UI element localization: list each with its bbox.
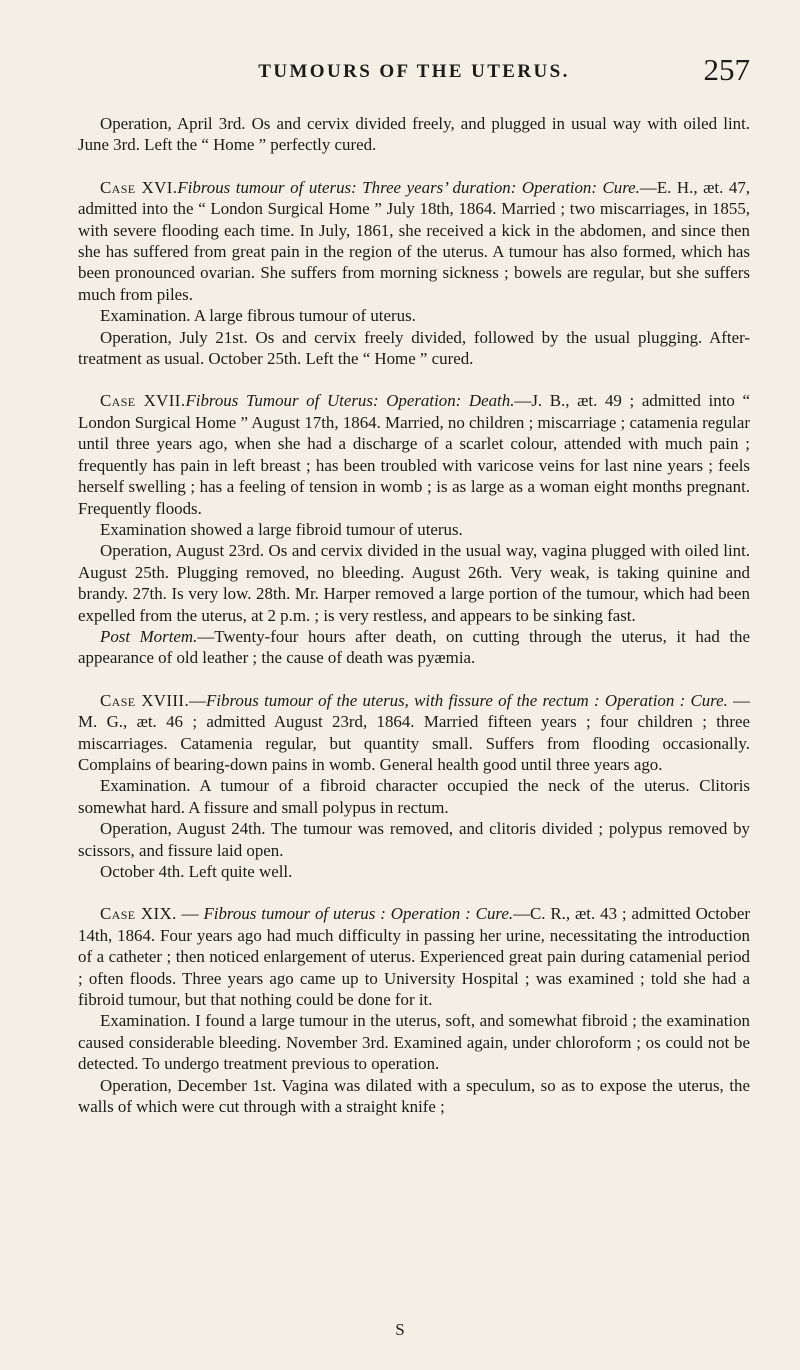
post-mortem-label: Post Mortem. [100,626,198,646]
paragraph-text: Examination. I found a large tumour in the uterus, soft, and somewhat fibroid ; the examination caused considerable bleeding. November 3rd. Examined again, under chloroform ; os could not be detected. To undergo treatment previous to operation. [78,1011,750,1074]
case-label: Case XVIII. [100,690,190,710]
signature-mark: S [395,1320,405,1339]
page-number: 257 [703,52,750,87]
case-title: Fibrous Tumour of Uterus: Operation: Death. [185,391,515,411]
paragraph-text: October 4th. Left quite well. [100,862,293,881]
case-18-operation [78,818,750,861]
running-head [78,52,750,89]
case-19-heading: Case XIX. — Fibrous tumour of uterus : Operation : Cure.—C. R., æt. 43 ; admitted October 14th, 1864. Four years ago had much difficulty in passing her urine, necessitating the introduction of a catheter ; then noticed enlargement of uterus. Experienced great pain during catamenial period ; often floods. Three years ago came up to University Hospital ; was examined ; told she had a fibroid tumour, but that nothing could be done for it. [78,904,750,1010]
paragraph-operation-april [78,113,750,156]
case-18-examination [78,775,750,818]
case-text: — M. G., æt. 46 ; admitted August 23rd, 1864. Married fifteen years ; four children ; three miscarriages. Catamenia regular, but quantity small. Suffers from flooding occasionally. Complains of bearing-down pains in womb. General health good until three years ago. [78,690,750,774]
paragraph-text: Operation, July 21st. Os and cervix freely divided, followed by the usual plugging. After-treatment as usual. October 25th. Left the “ Home ” cured. [78,327,750,369]
case-title: Fibrous tumour of uterus : Operation : Cure. [203,904,514,924]
paragraph-text: —Twenty-four hours after death, on cutting through the uterus, it had the appearance of old leather ; the cause of death was pyæmia. [78,626,751,668]
case-19-operation [78,1075,750,1118]
paragraph-text: Operation, April 3rd. Os and cervix divided freely, and plugged in usual way with oiled lint. June 3rd. Left the “ Home ” perfectly cured. [78,114,750,155]
case-17-examination [78,519,750,540]
case-text: —J. B., æt. 49 ; admitted into “ London Surgical Home ” August 17th, 1864. Married, no children ; miscarriage ; catamenia regular until three years ago, when she had a discharge of a scarlet colour, attended with much pain ; frequently has pain in left breast ; has been troubled with varicose veins for last nine years ; feels herself swelling ; has a feeling of tension in womb ; is as large as a woman eight months pregnant. Frequently floods. [78,391,750,518]
paragraph-text: Operation, August 24th. The tumour was removed, and clitoris divided ; polypus removed by scissors, and fissure laid open. [78,819,750,860]
paragraph-text: Examination showed a large fibroid tumour of uterus. [100,519,463,539]
paragraph-text: Examination. A large fibrous tumour of uterus. [100,306,416,326]
case-title: Fibrous tumour of the uterus, with fissure of the rectum : Operation : Cure. [205,690,728,710]
case-16-examination [78,305,750,326]
case-label: Case XIX. [100,904,177,924]
case-16-heading [78,177,750,305]
case-16-operation [78,327,750,370]
paragraph-text: Operation, August 23rd. Os and cervix divided in the usual way, vagina plugged with oiled lint. August 25th. Plugging removed, no bleeding. August 26th. Very weak, is taking quinine and brandy. 27th. Is very low. 28th. Mr. Harper removed a large portion of the tumour, which had been expelled from the uterus, at 2 p.m. ; is very restless, and appears to be sinking fast. [78,541,750,625]
case-title: Fibrous tumour of uterus: Three years’ duration: Operation: Cure. [177,177,640,197]
case-18-heading: Case XVIII.—Fibrous tumour of the uterus, with fissure of the rectum : Operation : Cure. — M. G., æt. 46 ; admitted August 23rd, 1864. Married fifteen years ; four children ; three miscarriages. Catamenia regular, but quantity small. Suffers from flooding occasionally. Complains of bearing-down pains in womb. General health good until three years ago. [78,690,750,774]
case-18-outcome [78,861,750,882]
case-19-examination [78,1010,750,1074]
case-label: Case XVI. [100,177,178,197]
case-17-post-mortem [78,626,750,669]
case-text: —E. H., æt. 47, admitted into the “ London Surgical Home ” July 18th, 1864. Married ; two miscarriages, in 1855, with severe flooding each time. In July, 1861, she received a kick in the abdomen, and since then she has suffered from great pain in the region of the uterus. A tumour has also formed, which has been pronounced ovarian. She suffers from morning sickness ; bowels are regular, but she suffers much from piles. [78,177,750,304]
case-17-operation [78,540,750,626]
paragraph-text: Operation, December 1st. Vagina was dilated with a speculum, so as to expose the uterus, the walls of which were cut through with a straight knife ; [78,1075,750,1117]
case-label: Case XVII. [100,391,186,411]
running-title: TUMOURS OF THE UTERUS. [258,61,570,82]
case-17-heading [78,390,750,518]
case-text: —C. R., æt. 43 ; admitted October 14th, 1864. Four years ago had much difficulty in passing her urine, necessitating the introduction of a catheter ; then noticed enlargement of uterus. Experienced great pain during catamenial period ; often floods. Three years ago came up to University Hospital ; was examined ; told she had a fibroid tumour, but that nothing could be done for it. [78,904,750,1010]
paragraph-text: Examination. A tumour of a fibroid character occupied the neck of the uterus. Clitoris somewhat hard. A fissure and small polypus in rectum. [78,776,750,817]
body-text [78,113,750,1117]
